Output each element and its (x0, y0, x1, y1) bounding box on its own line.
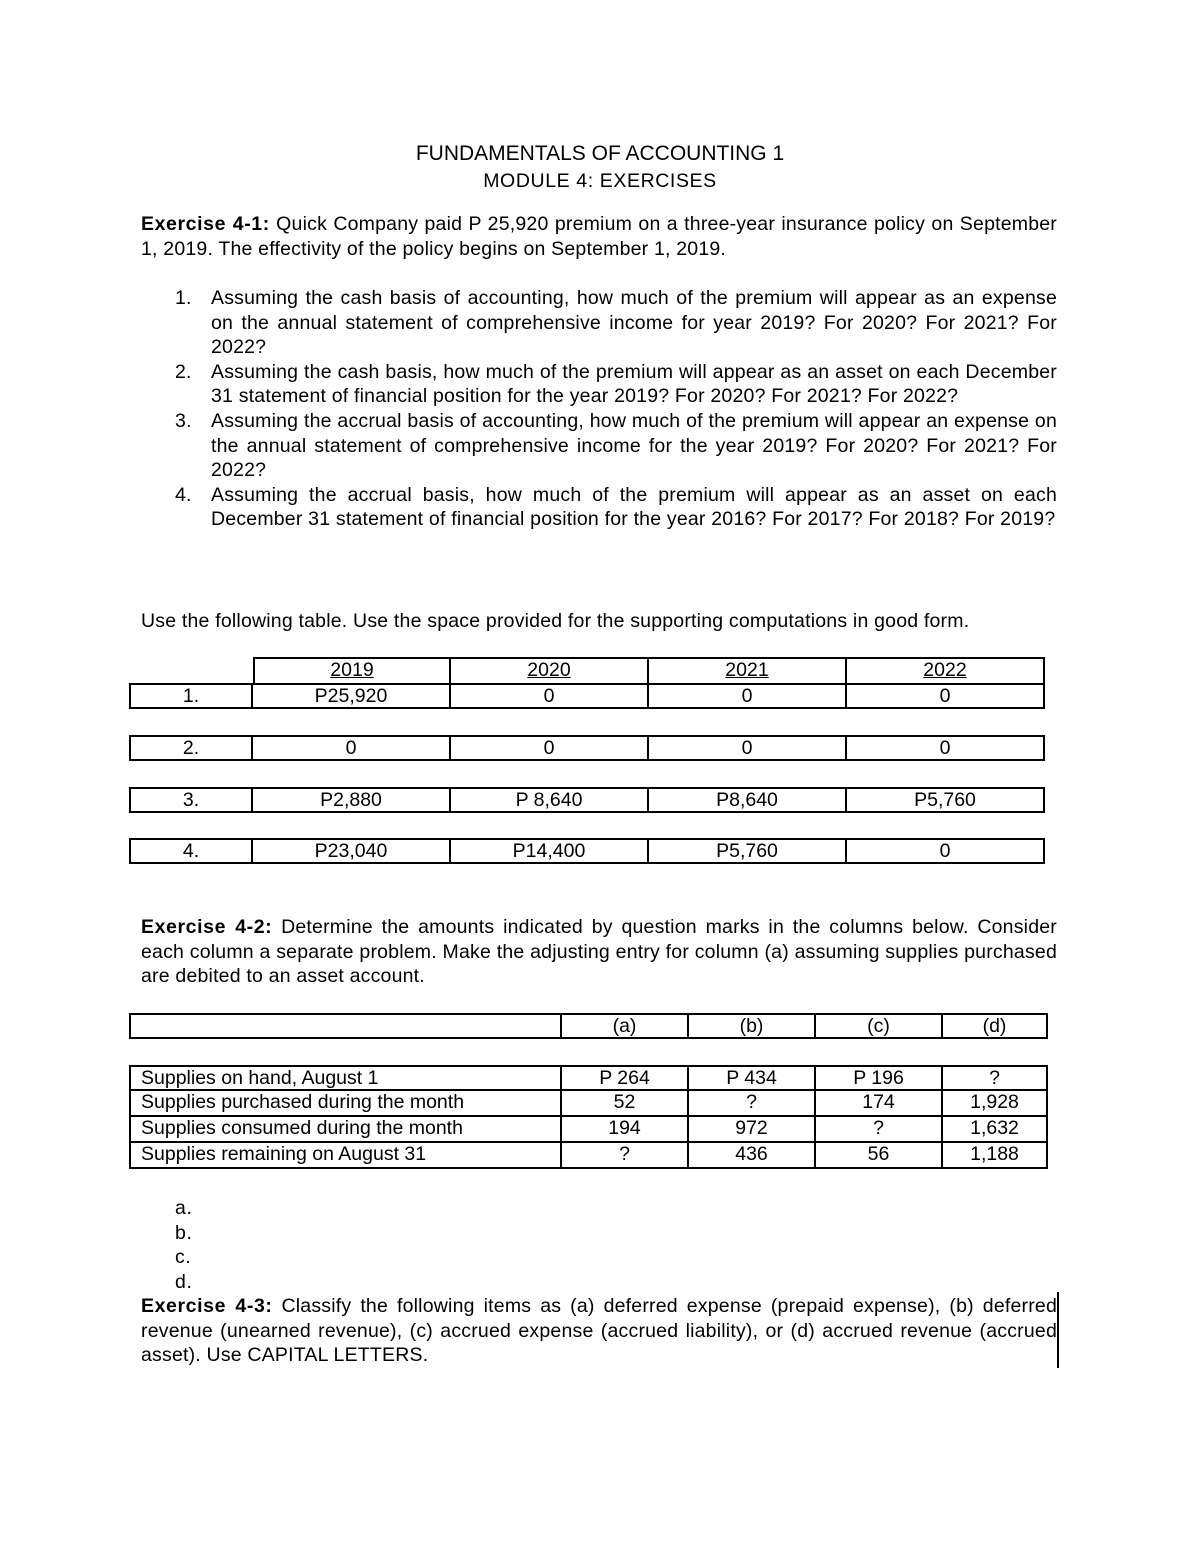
answer-letter: c. (175, 1246, 192, 1269)
table-cell: P23,040 (253, 838, 451, 864)
table-cell: 972 (689, 1117, 816, 1143)
table-header-cell: 2019 (253, 657, 451, 683)
table-row (129, 787, 1045, 813)
table-cell: P 8,640 (451, 787, 649, 813)
exercise-4-3-label: Exercise 4-3: (141, 1295, 273, 1317)
answer-letters (175, 1196, 192, 1294)
exercise-4-3-text: Classify the following items as (a) deferred expense (prepaid expense), (b) deferred revenue (unearned revenue), (c) accrued expense (accrued liability), or (d) accrued revenue (accrued asset). Use CAPITAL LETTERS. (141, 1295, 1058, 1367)
table-cell: P25,920 (253, 683, 451, 709)
table-row (129, 838, 1045, 864)
table-cell: 56 (816, 1143, 943, 1169)
table-cell: 194 (562, 1117, 689, 1143)
table-cell: P8,640 (649, 787, 847, 813)
exercise-4-1-questions (141, 286, 1057, 532)
answer-letter: d. (175, 1270, 193, 1293)
table-cell: 0 (451, 683, 649, 709)
table-4-2-header (129, 1013, 1048, 1039)
table-header-cell: 2022 (847, 657, 1045, 683)
exercise-4-1-instruction: Use the following table. Use the space provided for the supporting computations in good form. (141, 610, 970, 632)
table-cell: 0 (451, 735, 649, 761)
exercise-4-2-intro (141, 915, 1057, 989)
table-header-cell: (c) (816, 1013, 943, 1039)
exercise-4-1-label: Exercise 4-1: (141, 213, 270, 235)
table-row (129, 1117, 1048, 1143)
question-item: 4. Assuming the accrual basis, how much of the premium will appear as an asset on each December 31 statement of financial position for the year 2016? For 2017? For 2018? For 2019? (175, 483, 1057, 531)
exercise-4-2-text: Determine the amounts indicated by question marks in the columns below. Consider each column a separate problem. Make the adjusting entry for column (a) assuming supplies purchased are debited to an asset account. (141, 916, 1057, 988)
table-header-cell: (a) (562, 1013, 689, 1039)
table-header-cell: (d) (943, 1013, 1048, 1039)
table-cell: P 264 (562, 1065, 689, 1091)
table-cell: P 196 (816, 1065, 943, 1091)
table-cell: P5,760 (649, 838, 847, 864)
table-cell: 1,928 (943, 1091, 1048, 1117)
exercise-4-1-text: Quick Company paid P 25,920 premium on a three-year insurance policy on September 1, 2019. The effectivity of the policy begins on September 1, 2019. (141, 213, 1057, 260)
row-label: Supplies consumed during the month (129, 1117, 562, 1143)
exercise-4-2-label: Exercise 4-2: (141, 916, 273, 938)
row-label: Supplies purchased during the month (129, 1091, 562, 1117)
table-header-cell: 2020 (451, 657, 649, 683)
table-row (129, 1143, 1048, 1169)
question-item: 2. Assuming the cash basis, how much of the premium will appear as an asset on each December 31 statement of financial position for the year 2019? For 2020? For 2021? For 2022? (175, 360, 1057, 408)
document-title: FUNDAMENTALS OF ACCOUNTING 1 (415, 142, 785, 165)
row-label: 3. (129, 787, 253, 813)
document-subtitle: MODULE 4: EXERCISES (483, 170, 717, 192)
table-cell: ? (943, 1065, 1048, 1091)
table-header-cell: (b) (689, 1013, 816, 1039)
table-header-blank (129, 1013, 562, 1039)
exercise-4-1-intro (141, 212, 1057, 261)
table-cell: P14,400 (451, 838, 649, 864)
table-4-1-header (253, 657, 1045, 683)
table-cell: 0 (649, 735, 847, 761)
table-row (129, 1091, 1048, 1117)
margin-bar (1057, 1292, 1059, 1368)
question-item: 3. Assuming the accrual basis of accounting, how much of the premium will appear an expense on the annual statement of comprehensive income for the year 2019? For 2020? For 2021? For 2022? (175, 409, 1057, 482)
table-cell: P 434 (689, 1065, 816, 1091)
question-item: 1. Assuming the cash basis of accounting, how much of the premium will appear as an expense on the annual statement of comprehensive income for year 2019? For 2020? For 2021? For 2022? (175, 287, 1057, 359)
table-cell: 0 (847, 735, 1045, 761)
table-cell: 0 (649, 683, 847, 709)
table-cell: 0 (847, 683, 1045, 709)
table-cell: 436 (689, 1143, 816, 1169)
row-label: 1. (129, 683, 253, 709)
table-cell: ? (689, 1091, 816, 1117)
table-cell: 1,632 (943, 1117, 1048, 1143)
table-row (129, 735, 1045, 761)
row-label: 4. (129, 838, 253, 864)
row-label: Supplies on hand, August 1 (129, 1065, 562, 1091)
table-cell: P2,880 (253, 787, 451, 813)
row-label: 2. (129, 735, 253, 761)
exercise-4-3-intro (141, 1294, 1057, 1368)
table-cell: 0 (253, 735, 451, 761)
answer-letter: a. (175, 1197, 193, 1219)
table-cell: ? (562, 1143, 689, 1169)
table-header-cell: 2021 (649, 657, 847, 683)
table-row (129, 683, 1045, 709)
table-cell: 174 (816, 1091, 943, 1117)
table-cell: 52 (562, 1091, 689, 1117)
row-label: Supplies remaining on August 31 (129, 1143, 562, 1169)
answer-letter: b. (175, 1221, 193, 1244)
table-cell: 0 (847, 838, 1045, 864)
table-row (129, 1065, 1048, 1091)
table-cell: ? (816, 1117, 943, 1143)
table-cell: 1,188 (943, 1143, 1048, 1169)
table-cell: P5,760 (847, 787, 1045, 813)
